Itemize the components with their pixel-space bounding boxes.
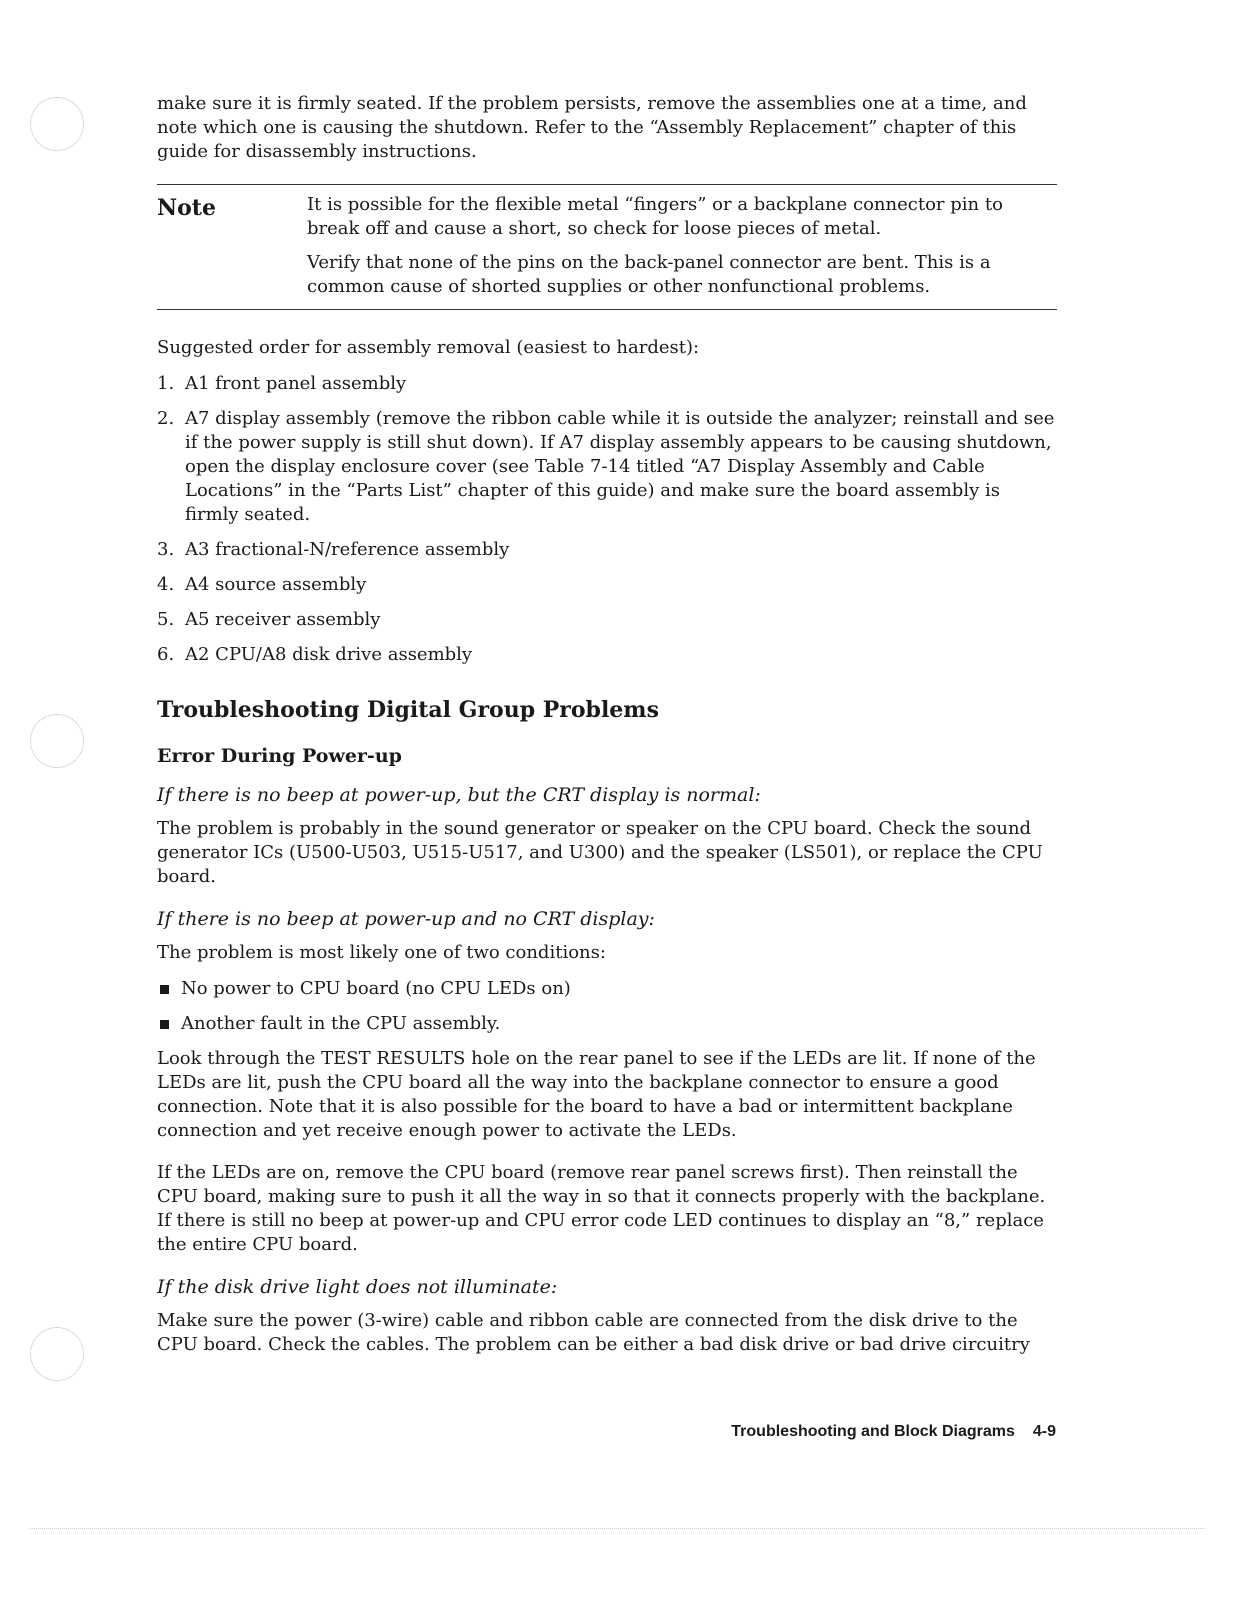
condition-heading: If there is no beep at power-up and no CRT display: [157, 908, 655, 930]
section-heading: Troubleshooting Digital Group Problems [157, 697, 659, 723]
body-paragraph: Look through the TEST RESULTS hole on the rear panel to see if the LEDs are lit. If none of the LEDs are lit, push the CPU board all the way into the backplane connector to ensure a good connection. Note that it is also possible for the board to have a bad or intermittent backplane connection and yet receive enough power to activate the LEDs. [157, 1048, 1036, 1141]
removal-steps-list [157, 372, 1057, 667]
list-item [157, 643, 1057, 667]
removal-lead: Suggested order for assembly removal (easiest to hardest): [157, 337, 700, 358]
note-box [157, 184, 1057, 310]
note-body [307, 193, 1057, 299]
list-item [157, 977, 1057, 1001]
note-paragraph: It is possible for the flexible metal “fingers” or a backplane connector pin to break off and cause a short, so check for loose pieces of metal. [307, 194, 1003, 239]
condition-heading: If there is no beep at power-up, but the CRT display is normal: [157, 784, 761, 806]
step-number: 2. [157, 408, 175, 429]
body-paragraph: If the LEDs are on, remove the CPU board (remove rear panel screws first). Then reinstall the CPU board, making sure to push it all the way in so that it connects properly with the backplane. If there is still no beep at power-up and CPU error code LED continues to display an “8,” replace the entire CPU board. [157, 1162, 1046, 1255]
list-item [157, 372, 1057, 396]
note-paragraph: Verify that none of the pins on the back-panel connector are bent. This is a common cause of shorted supplies or other nonfunctional problems. [307, 252, 991, 297]
list-item [157, 538, 1057, 562]
bullet-text: No power to CPU board (no CPU LEDs on) [181, 978, 571, 999]
page-footer [700, 1423, 1056, 1441]
footer-chapter-title: Troubleshooting and Block Diagrams [731, 1423, 1015, 1440]
list-item [157, 608, 1057, 632]
step-text: A3 fractional-N/reference assembly [185, 539, 510, 560]
page-number: 4-9 [1032, 1423, 1056, 1440]
step-text: A2 CPU/A8 disk drive assembly [185, 644, 473, 665]
step-number: 1. [157, 373, 175, 394]
condition-paragraph: The problem is probably in the sound generator or speaker on the CPU board. Check the sound generator ICs (U500-U503, U515-U517, and U300) and the speaker (LS501), or replace the CPU board. [157, 818, 1043, 887]
condition-paragraph: The problem is most likely one of two conditions: [157, 942, 606, 963]
condition-bullet-list [157, 977, 1057, 1036]
condition-heading: If the disk drive light does not illuminate: [157, 1276, 558, 1298]
list-item [157, 407, 1057, 527]
list-item [157, 1012, 1057, 1036]
step-number: 3. [157, 539, 175, 560]
step-text: A7 display assembly (remove the ribbon cable while it is outside the analyzer; reinstall and see if the power supply is still shut down). If A7 display assembly appears to be causing shutdown, open the display enclosure cover (see Table 7-14 titled “A7 Display Assembly and Cable Locations” in the “Parts List” chapter of this guide) and make sure the board assembly is firmly seated. [185, 408, 1055, 525]
square-bullet-icon [160, 985, 169, 994]
scan-edge-divider [30, 1528, 1205, 1529]
condition-paragraph: Make sure the power (3-wire) cable and ribbon cable are connected from the disk drive to the CPU board. Check the cables. The problem can be either a bad disk drive or bad drive circuitry [157, 1310, 1030, 1355]
square-bullet-icon [160, 1020, 169, 1029]
page-content [157, 92, 1057, 1357]
binder-hole-top [30, 97, 84, 151]
bullet-text: Another fault in the CPU assembly. [181, 1013, 501, 1034]
step-number: 6. [157, 644, 175, 665]
step-text: A4 source assembly [185, 574, 367, 595]
binder-hole-bottom [30, 1327, 84, 1381]
step-number: 4. [157, 574, 175, 595]
step-number: 5. [157, 609, 175, 630]
step-text: A5 receiver assembly [185, 609, 381, 630]
intro-paragraph: make sure it is firmly seated. If the problem persists, remove the assemblies one at a time, and note which one is causing the shutdown. Refer to the “Assembly Replacement” chapter of this guide for disassembly instructions. [157, 93, 1027, 162]
note-label: Note [157, 195, 216, 221]
list-item [157, 573, 1057, 597]
binder-hole-middle [30, 714, 84, 768]
step-text: A1 front panel assembly [185, 373, 407, 394]
subsection-heading: Error During Power-up [157, 745, 402, 767]
